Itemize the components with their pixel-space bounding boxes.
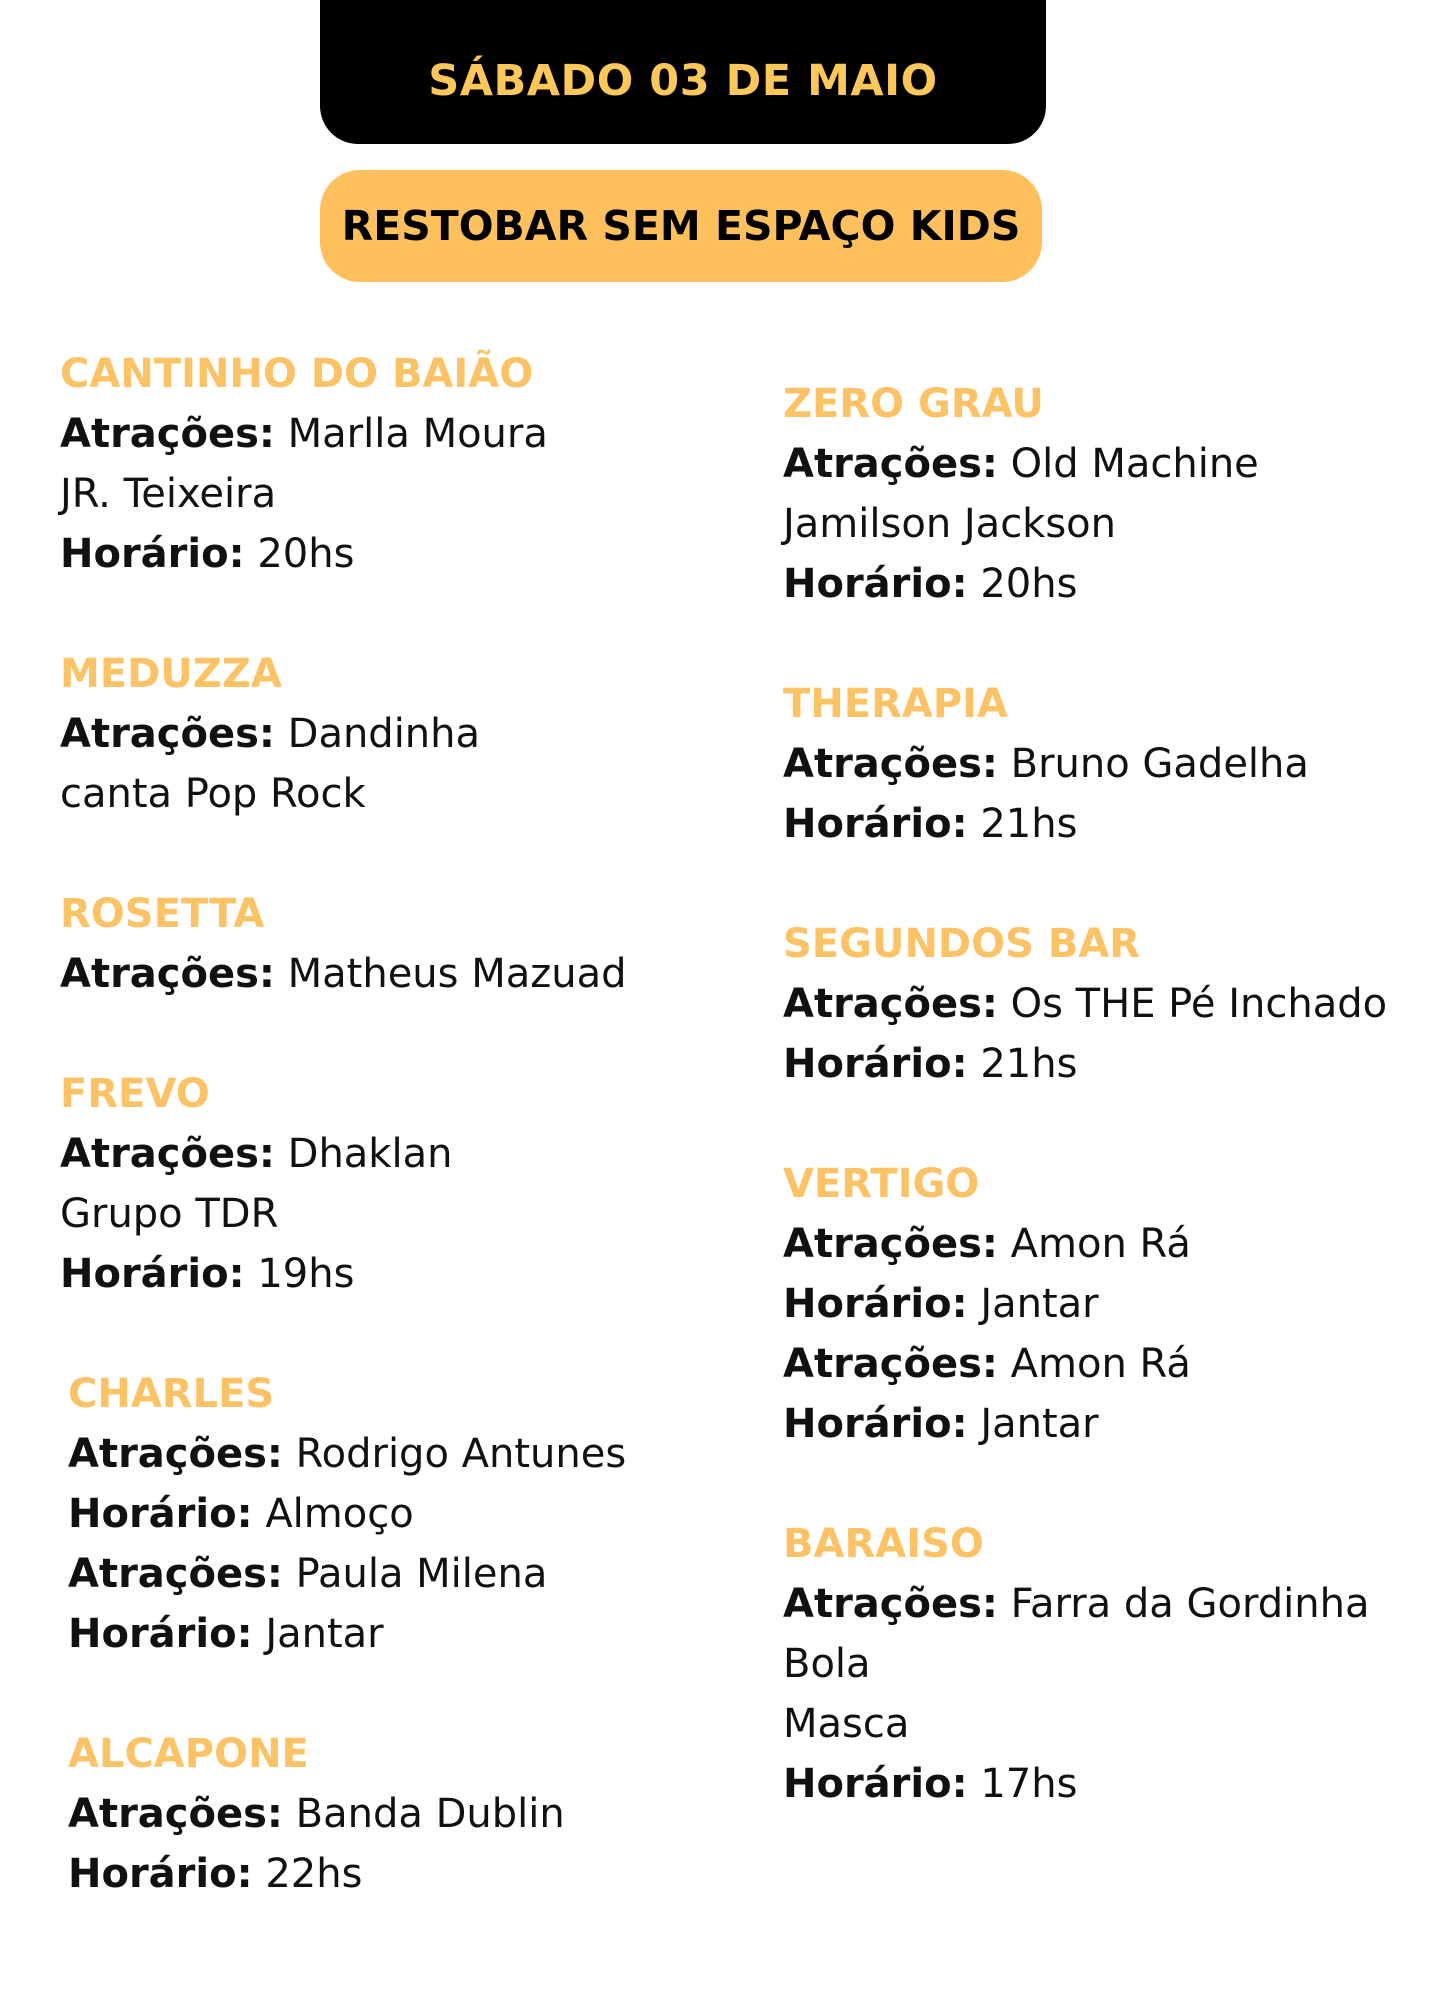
schedule-line: [783, 554, 1429, 614]
schedule-label: Horário:: [60, 1251, 245, 1297]
schedule-value: 21hs: [980, 801, 1078, 847]
attraction-value: Jamilson Jackson: [783, 501, 1117, 547]
venue-cantinho-do-baiao: [60, 344, 760, 584]
schedule-line: [783, 1754, 1429, 1814]
schedule-label: Horário:: [783, 801, 968, 847]
attractions-label: Atrações:: [60, 951, 275, 997]
venue-name: MEDUZZA: [60, 651, 282, 697]
attraction-continuation: [60, 764, 760, 824]
venue-alcapone: [68, 1724, 760, 1904]
attraction-value: Masca: [783, 1701, 910, 1747]
schedule-label: Horário:: [60, 531, 245, 577]
schedule-line: [60, 1244, 760, 1304]
schedule-value: Jantar: [265, 1611, 384, 1657]
attraction-value: JR. Teixeira: [60, 471, 277, 517]
attractions-label: Atrações:: [783, 981, 998, 1027]
schedule-value: Jantar: [980, 1401, 1099, 1447]
attraction-value: Farra da Gordinha: [1010, 1581, 1370, 1627]
attractions-label: Atrações:: [68, 1551, 283, 1597]
venue-name: ROSETTA: [60, 891, 265, 937]
venue-name: ALCAPONE: [68, 1731, 309, 1777]
attractions-line: [68, 1544, 760, 1604]
attraction-value: Rodrigo Antunes: [295, 1431, 627, 1477]
venue-vertigo: [783, 1154, 1429, 1454]
attractions-line: [60, 404, 760, 464]
right-column: [783, 374, 1429, 1874]
subheader-banner: [320, 170, 1042, 282]
venue-therapia: [783, 674, 1429, 854]
left-column: [60, 344, 760, 1964]
header-banner: [320, 0, 1046, 144]
schedule-value: 20hs: [257, 531, 355, 577]
attractions-label: Atrações:: [68, 1431, 283, 1477]
schedule-value: 19hs: [257, 1251, 355, 1297]
schedule-label: Horário:: [783, 1761, 968, 1807]
attractions-line: [60, 1124, 760, 1184]
venue-name: FREVO: [60, 1071, 210, 1117]
schedule-line: [783, 1274, 1429, 1334]
attraction-value: Amon Rá: [1010, 1341, 1191, 1387]
schedule-value: Almoço: [265, 1491, 414, 1537]
attractions-line: [60, 704, 760, 764]
attraction-value: Dandinha: [287, 711, 481, 757]
attraction-value: canta Pop Rock: [60, 771, 366, 817]
schedule-label: Horário:: [68, 1491, 253, 1537]
venue-baraiso: [783, 1514, 1429, 1814]
venue-name: CHARLES: [68, 1371, 275, 1417]
schedule-line: [783, 1034, 1429, 1094]
page-subtitle: RESTOBAR SEM ESPAÇO KIDS: [341, 202, 1021, 250]
attractions-label: Atrações:: [60, 1131, 275, 1177]
schedule-line: [68, 1844, 760, 1904]
venue-name: VERTIGO: [783, 1161, 980, 1207]
schedule-label: Horário:: [68, 1851, 253, 1897]
schedule-line: [783, 794, 1429, 854]
attractions-label: Atrações:: [783, 741, 998, 787]
venue-name: SEGUNDOS BAR: [783, 921, 1141, 967]
schedule-value: 17hs: [980, 1761, 1078, 1807]
venue-meduzza: [60, 644, 760, 824]
attraction-continuation: [783, 494, 1429, 554]
venue-rosetta: [60, 884, 760, 1004]
attraction-value: Marlla Moura: [287, 411, 548, 457]
attractions-label: Atrações:: [783, 441, 998, 487]
schedule-value: 20hs: [980, 561, 1078, 607]
attractions-label: Atrações:: [68, 1791, 283, 1837]
attraction-continuation: [60, 464, 760, 524]
attraction-value: Bruno Gadelha: [1010, 741, 1309, 787]
venue-name: THERAPIA: [783, 681, 1008, 727]
attractions-line: [783, 1214, 1429, 1274]
attractions-line: [783, 974, 1429, 1034]
attraction-value: Banda Dublin: [295, 1791, 565, 1837]
schedule-line: [68, 1604, 760, 1664]
schedule-label: Horário:: [783, 1041, 968, 1087]
attraction-value: Amon Rá: [1010, 1221, 1191, 1267]
venue-charles: [68, 1364, 760, 1664]
attractions-line: [783, 1334, 1429, 1394]
attractions-label: Atrações:: [783, 1221, 998, 1267]
attraction-continuation: [60, 1184, 760, 1244]
attraction-value: Old Machine: [1010, 441, 1259, 487]
schedule-value: 21hs: [980, 1041, 1078, 1087]
page-title: SÁBADO 03 DE MAIO: [428, 56, 938, 106]
venue-zero-grau: [783, 374, 1429, 614]
venue-frevo: [60, 1064, 760, 1304]
venue-name: ZERO GRAU: [783, 381, 1044, 427]
schedule-value: 22hs: [265, 1851, 363, 1897]
attractions-label: Atrações:: [783, 1581, 998, 1627]
attraction-value: Dhaklan: [287, 1131, 453, 1177]
attractions-line: [783, 1574, 1429, 1634]
attraction-continuation: [783, 1634, 1429, 1694]
schedule-label: Horário:: [783, 1401, 968, 1447]
schedule-label: Horário:: [68, 1611, 253, 1657]
schedule-line: [60, 524, 760, 584]
attraction-continuation: [783, 1694, 1429, 1754]
attraction-value: Paula Milena: [295, 1551, 548, 1597]
attraction-value: Matheus Mazuad: [287, 951, 627, 997]
schedule-line: [783, 1394, 1429, 1454]
schedule-label: Horário:: [783, 561, 968, 607]
venue-segundos-bar: [783, 914, 1429, 1094]
attractions-line: [68, 1784, 760, 1844]
attractions-line: [783, 434, 1429, 494]
attraction-value: Grupo TDR: [60, 1191, 279, 1237]
attractions-line: [60, 944, 760, 1004]
venue-name: CANTINHO DO BAIÃO: [60, 351, 534, 397]
attractions-line: [783, 734, 1429, 794]
schedule-label: Horário:: [783, 1281, 968, 1327]
venue-name: BARAISO: [783, 1521, 984, 1567]
attractions-label: Atrações:: [60, 411, 275, 457]
schedule-value: Jantar: [980, 1281, 1099, 1327]
attractions-label: Atrações:: [60, 711, 275, 757]
attraction-value: Bola: [783, 1641, 871, 1687]
attractions-label: Atrações:: [783, 1341, 998, 1387]
attraction-value: Os THE Pé Inchado: [1010, 981, 1388, 1027]
schedule-line: [68, 1484, 760, 1544]
attractions-line: [68, 1424, 760, 1484]
